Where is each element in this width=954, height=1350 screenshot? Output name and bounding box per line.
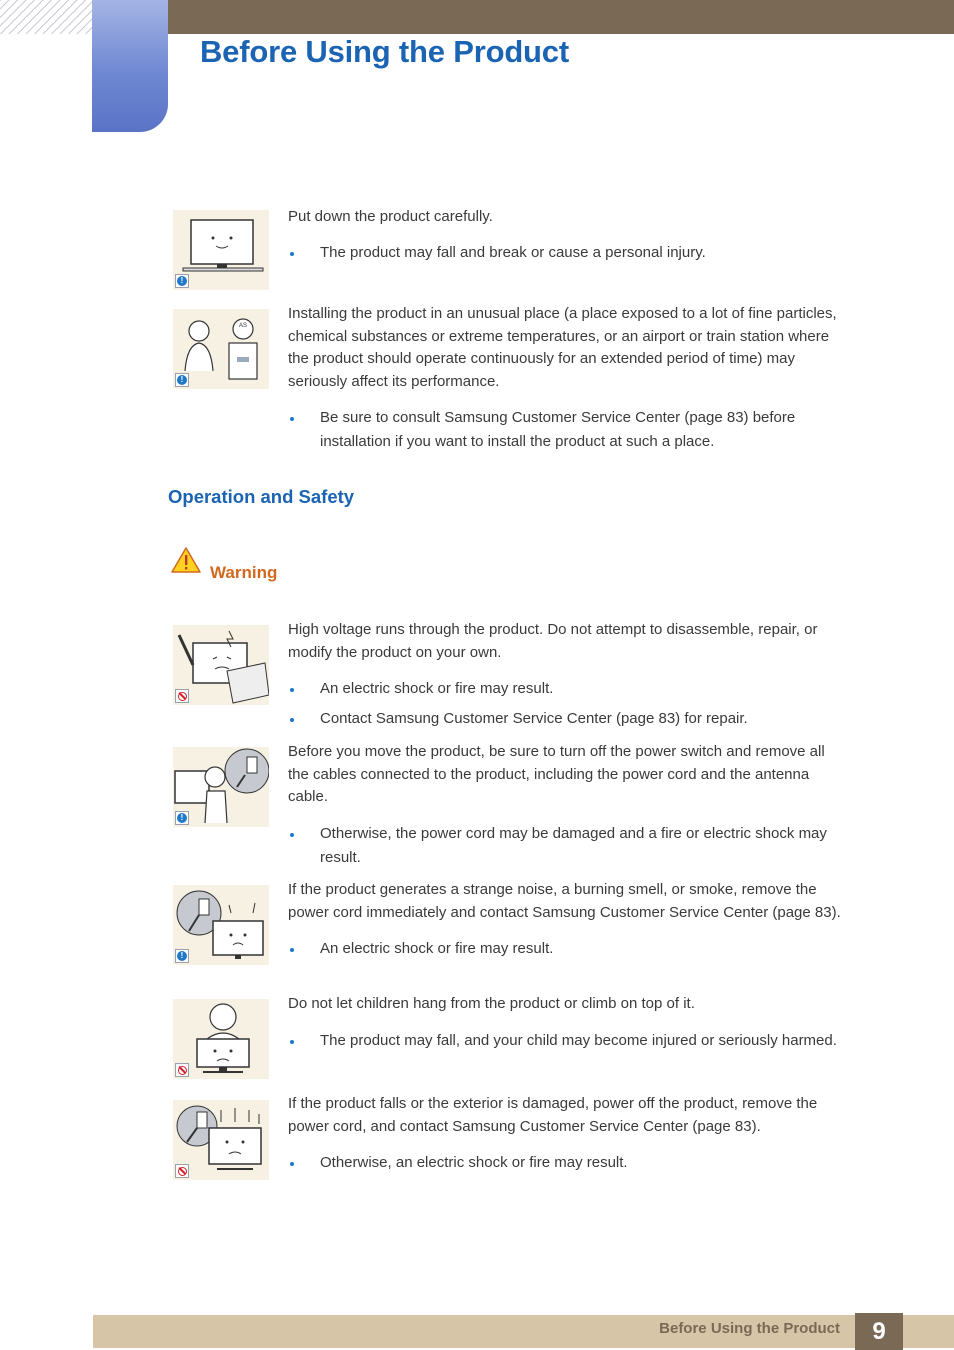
entry-body: If the product falls or the exterior is damaged, power off the product, remove the power cord, and contact Samsung Customer Service Center (page 83). xyxy=(288,1095,818,1135)
svg-text:AS: AS xyxy=(239,323,248,329)
bullet-item: The product may fall and break or cause a personal injury. xyxy=(288,241,844,265)
footer-chapter-title: Before Using the Product xyxy=(659,1320,840,1337)
entry-body: Before you move the product, be sure to turn off the power switch and remove all the cables connected to the product, including the power cord and the antenna cable. xyxy=(288,743,825,805)
bullet-item: The product may fall, and your child may become injured or seriously harmed. xyxy=(288,1029,844,1053)
bullet-list xyxy=(288,241,844,265)
bullet-item: Contact Samsung Customer Service Center (page 83) for repair. xyxy=(288,707,844,731)
bullet-list xyxy=(288,1029,844,1053)
header-hatch-decoration xyxy=(0,0,92,34)
bullet-item: Otherwise, the power cord may be damaged and a fire or electric shock may result. xyxy=(288,822,844,870)
child-on-monitor-illustration xyxy=(173,999,269,1079)
bullet-item: Be sure to consult Samsung Customer Service Center (page 83) before installation if you want to install the product at such a place. xyxy=(288,406,844,454)
service-call-illustration xyxy=(173,309,269,389)
prohibited-icon xyxy=(175,1063,189,1077)
bullet-list xyxy=(288,822,844,870)
entry-text xyxy=(288,741,844,870)
prohibited-icon xyxy=(175,689,189,703)
info-icon: ! xyxy=(175,949,189,963)
prohibited-icon xyxy=(175,1164,189,1178)
entry-body: Do not let children hang from the product or climb on top of it. xyxy=(288,995,695,1012)
entry-text xyxy=(288,303,844,454)
entry-text xyxy=(288,993,844,1053)
page-number: 9 xyxy=(855,1313,903,1350)
damaged-monitor-illustration xyxy=(173,1100,269,1180)
bullet-list xyxy=(288,1151,844,1175)
info-icon: ! xyxy=(175,373,189,387)
header-bar xyxy=(168,0,954,34)
bullet-list xyxy=(288,937,844,961)
entry-body: High voltage runs through the product. Do not attempt to disassemble, repair, or modify the product on your own. xyxy=(288,621,818,661)
unplug-cables-illustration xyxy=(173,747,269,827)
header-chapter-tab xyxy=(92,0,168,132)
entry-text xyxy=(288,206,844,265)
entry-body: Put down the product carefully. xyxy=(288,208,493,225)
bullet-item: Otherwise, an electric shock or fire may result. xyxy=(288,1151,844,1175)
smoking-monitor-illustration xyxy=(173,885,269,965)
bullet-item: An electric shock or fire may result. xyxy=(288,937,844,961)
warning-triangle-icon xyxy=(170,546,202,579)
bullet-item: An electric shock or fire may result. xyxy=(288,677,844,701)
bullet-list xyxy=(288,677,844,731)
info-icon: ! xyxy=(175,811,189,825)
entry-text xyxy=(288,619,844,731)
info-icon: ! xyxy=(175,274,189,288)
section-heading: Operation and Safety xyxy=(168,486,355,507)
entry-body: Installing the product in an unusual place (a place exposed to a lot of fine particles, chemical substances or extreme temperatures, or an airport or train station where the product should operate continuously for an extended period of time) may seriously affect its performance. xyxy=(288,305,837,390)
entry-text xyxy=(288,1093,844,1175)
warning-label: Warning xyxy=(210,563,278,582)
monitor-on-table-illustration xyxy=(173,210,269,290)
entry-text xyxy=(288,879,844,961)
bullet-list xyxy=(288,406,844,454)
page-title: Before Using the Product xyxy=(200,34,569,69)
disassemble-monitor-illustration xyxy=(173,625,269,705)
entry-body: If the product generates a strange noise, a burning smell, or smoke, remove the power cord immediately and contact Samsung Customer Service Center (page 83). xyxy=(288,881,841,921)
